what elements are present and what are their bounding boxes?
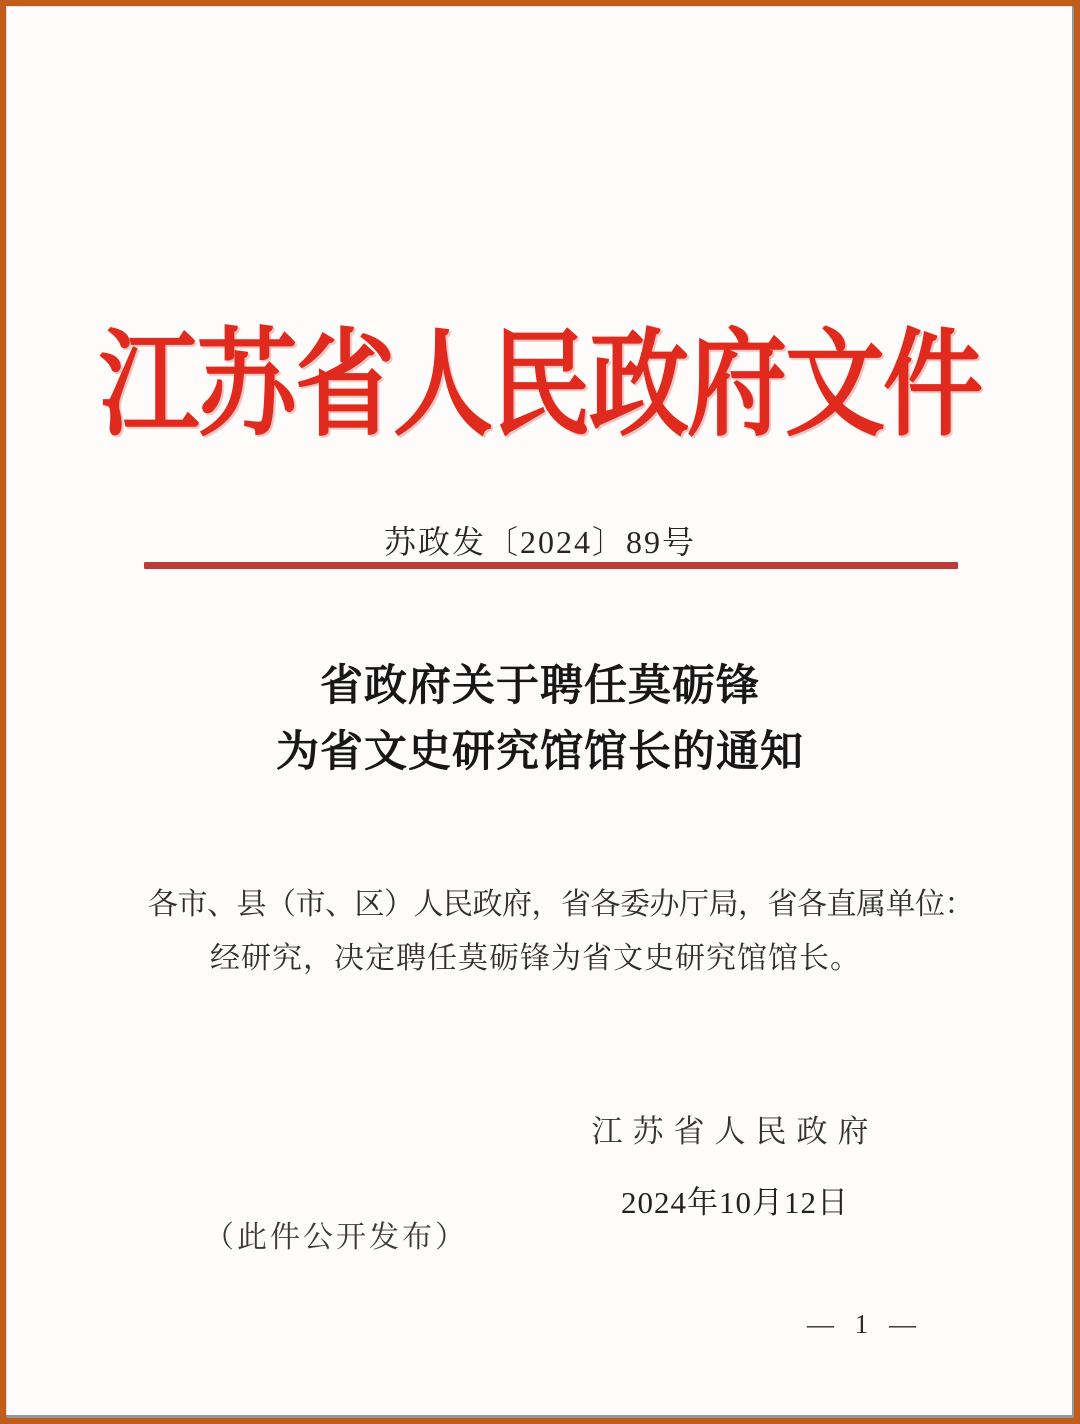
document-title-line2: 为省文史研究馆馆长的通知 xyxy=(276,729,804,776)
red-divider-line xyxy=(144,562,958,569)
body-salutation: 各市、县（市、区）人民政府，省各委办厅局，省各直属单位： xyxy=(148,888,974,921)
body-paragraph: 经研究，决定聘任莫砺锋为省文史研究馆馆长。 xyxy=(210,942,861,975)
publish-note: （此件公开发布） xyxy=(204,1221,468,1254)
document-title xyxy=(6,654,1074,786)
signature-block xyxy=(6,1106,1074,1222)
page-number: — 1 — xyxy=(807,1309,923,1339)
signature-issuer: 江苏省人民政府 xyxy=(591,1114,879,1149)
document-title-line1: 省政府关于聘任莫砺锋 xyxy=(320,663,760,710)
document-header-title: 江苏省人民政府文件 xyxy=(99,321,981,450)
signature-date: 2024年10月12日 xyxy=(621,1185,849,1220)
document-number: 苏政发〔2024〕89号 xyxy=(383,524,696,560)
